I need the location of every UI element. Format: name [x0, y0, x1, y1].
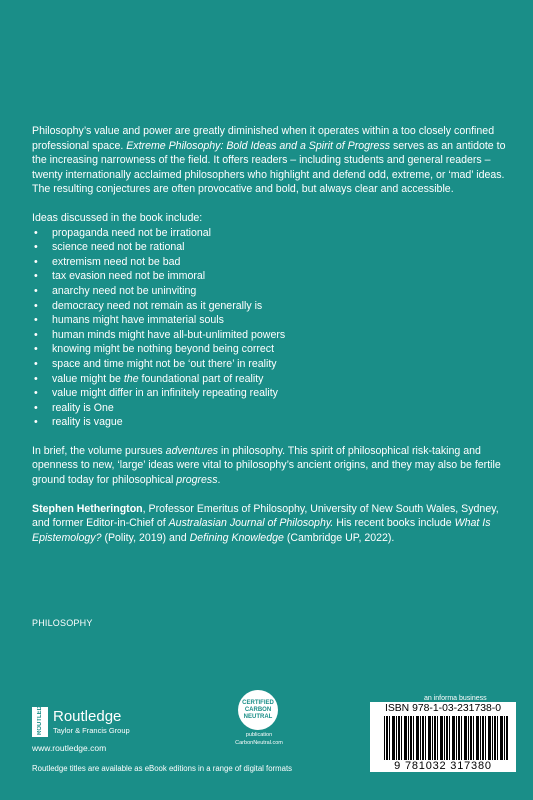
list-item-text-b: foundational part of reality	[138, 372, 264, 385]
subject-category: PHILOSOPHY	[32, 618, 93, 628]
blurb-text-a: Philosophy’s value and power are greatly diminished when it operates within a too closely confined professional space.	[32, 125, 495, 152]
badge-url: CarbonNeutral.com	[235, 740, 283, 746]
badge-lettering: CERTIFIED CARBON NEUTRAL	[242, 700, 274, 720]
publisher-group: Taylor & Francis Group	[53, 726, 130, 735]
list-item: • value might differ in an infinitely repeating reality	[32, 386, 512, 401]
logo-lettering: ROUTLEDGE	[37, 697, 43, 735]
list-item: • anarchy need not be uninviting	[32, 284, 512, 299]
book-title: Extreme Philosophy: Bold Ideas and a Spirit of Progress	[126, 139, 391, 152]
list-item-text-a: value might be	[52, 372, 124, 385]
barcode-icon	[384, 716, 508, 760]
list-item	[32, 372, 512, 387]
blurb-paragraph	[32, 124, 512, 197]
list-item-emphasis: the	[123, 372, 139, 385]
list-item: • tax evasion need not be immoral	[32, 269, 512, 284]
summary-text-a: In brief, the volume pursues	[32, 444, 166, 457]
list-item: • space and time might not be ‘out there’ in reality	[32, 357, 512, 372]
badge-caption: publication	[245, 732, 273, 738]
ebook-note: Routledge titles are available as eBook editions in a range of digital formats	[32, 764, 293, 773]
list-item: • humans might have immaterial souls	[32, 313, 512, 328]
list-item: • reality is vague	[32, 415, 512, 430]
ideas-list	[32, 226, 512, 430]
isbn-label: ISBN 978-1-03-231738-0	[384, 703, 502, 714]
list-item: • propaganda need not be irrational	[32, 226, 512, 241]
list-item: • extremism need not be bad	[32, 255, 512, 270]
blurb-text-b: serves as an antidote to the increasing narrowness of the field. It offers readers – including students and general readers – twenty internationally acclaimed philosophers who highlight and defend odd, extreme, or ‘mad’ ideas. The resulting conjectures are often provocative and bold, but always clear and accessible.	[32, 139, 506, 196]
carbon-neutral-icon	[238, 690, 278, 730]
barcode-panel	[370, 702, 516, 772]
list-item: • democracy need not remain as it generally is	[32, 299, 512, 314]
summary-emphasis-2: progress	[176, 474, 218, 487]
author-text-b: His recent books include	[333, 517, 455, 530]
author-text-c: (Polity, 2019) and	[101, 531, 190, 544]
journal-title: Australasian Journal of Philosophy.	[168, 517, 334, 530]
summary-text-c: .	[217, 474, 221, 487]
list-item: • human minds might have all-but-unlimited powers	[32, 328, 512, 343]
summary-paragraph	[32, 444, 512, 488]
author-name: Stephen Hetherington	[32, 502, 143, 515]
informa-tagline: an informa business	[424, 695, 487, 702]
list-item: • science need not be rational	[32, 240, 512, 255]
publisher-name: Routledge	[53, 708, 122, 725]
routledge-logo-icon	[32, 697, 48, 737]
back-cover-text	[32, 124, 512, 559]
summary-emphasis-1: adventures	[165, 444, 219, 457]
publisher-url: www.routledge.com	[32, 743, 107, 753]
author-bio	[32, 502, 512, 546]
author-text-a: , Professor Emeritus of Philosophy, University of New South Wales, Sydney, and former Editor-in-Chief of	[32, 502, 499, 530]
carbon-neutral-badge	[230, 690, 288, 752]
book-title-2: Defining Knowledge	[189, 531, 284, 544]
publisher-block	[32, 697, 232, 757]
barcode-digits: 9 781032 317380	[370, 760, 516, 772]
ideas-heading: Ideas discussed in the book include:	[32, 211, 203, 224]
author-text-d: (Cambridge UP, 2022).	[283, 531, 395, 544]
list-item: • reality is One	[32, 401, 512, 416]
book-title-1: What Is Epistemology?	[32, 517, 491, 544]
list-item: • knowing might be nothing beyond being correct	[32, 342, 512, 357]
summary-text-b: in philosophy. This spirit of philosophical risk-taking and openness to new, ‘large’ ideas were vital to philosophy’s ancient origins, and they may also be fertile ground today for philosophical	[32, 444, 501, 487]
